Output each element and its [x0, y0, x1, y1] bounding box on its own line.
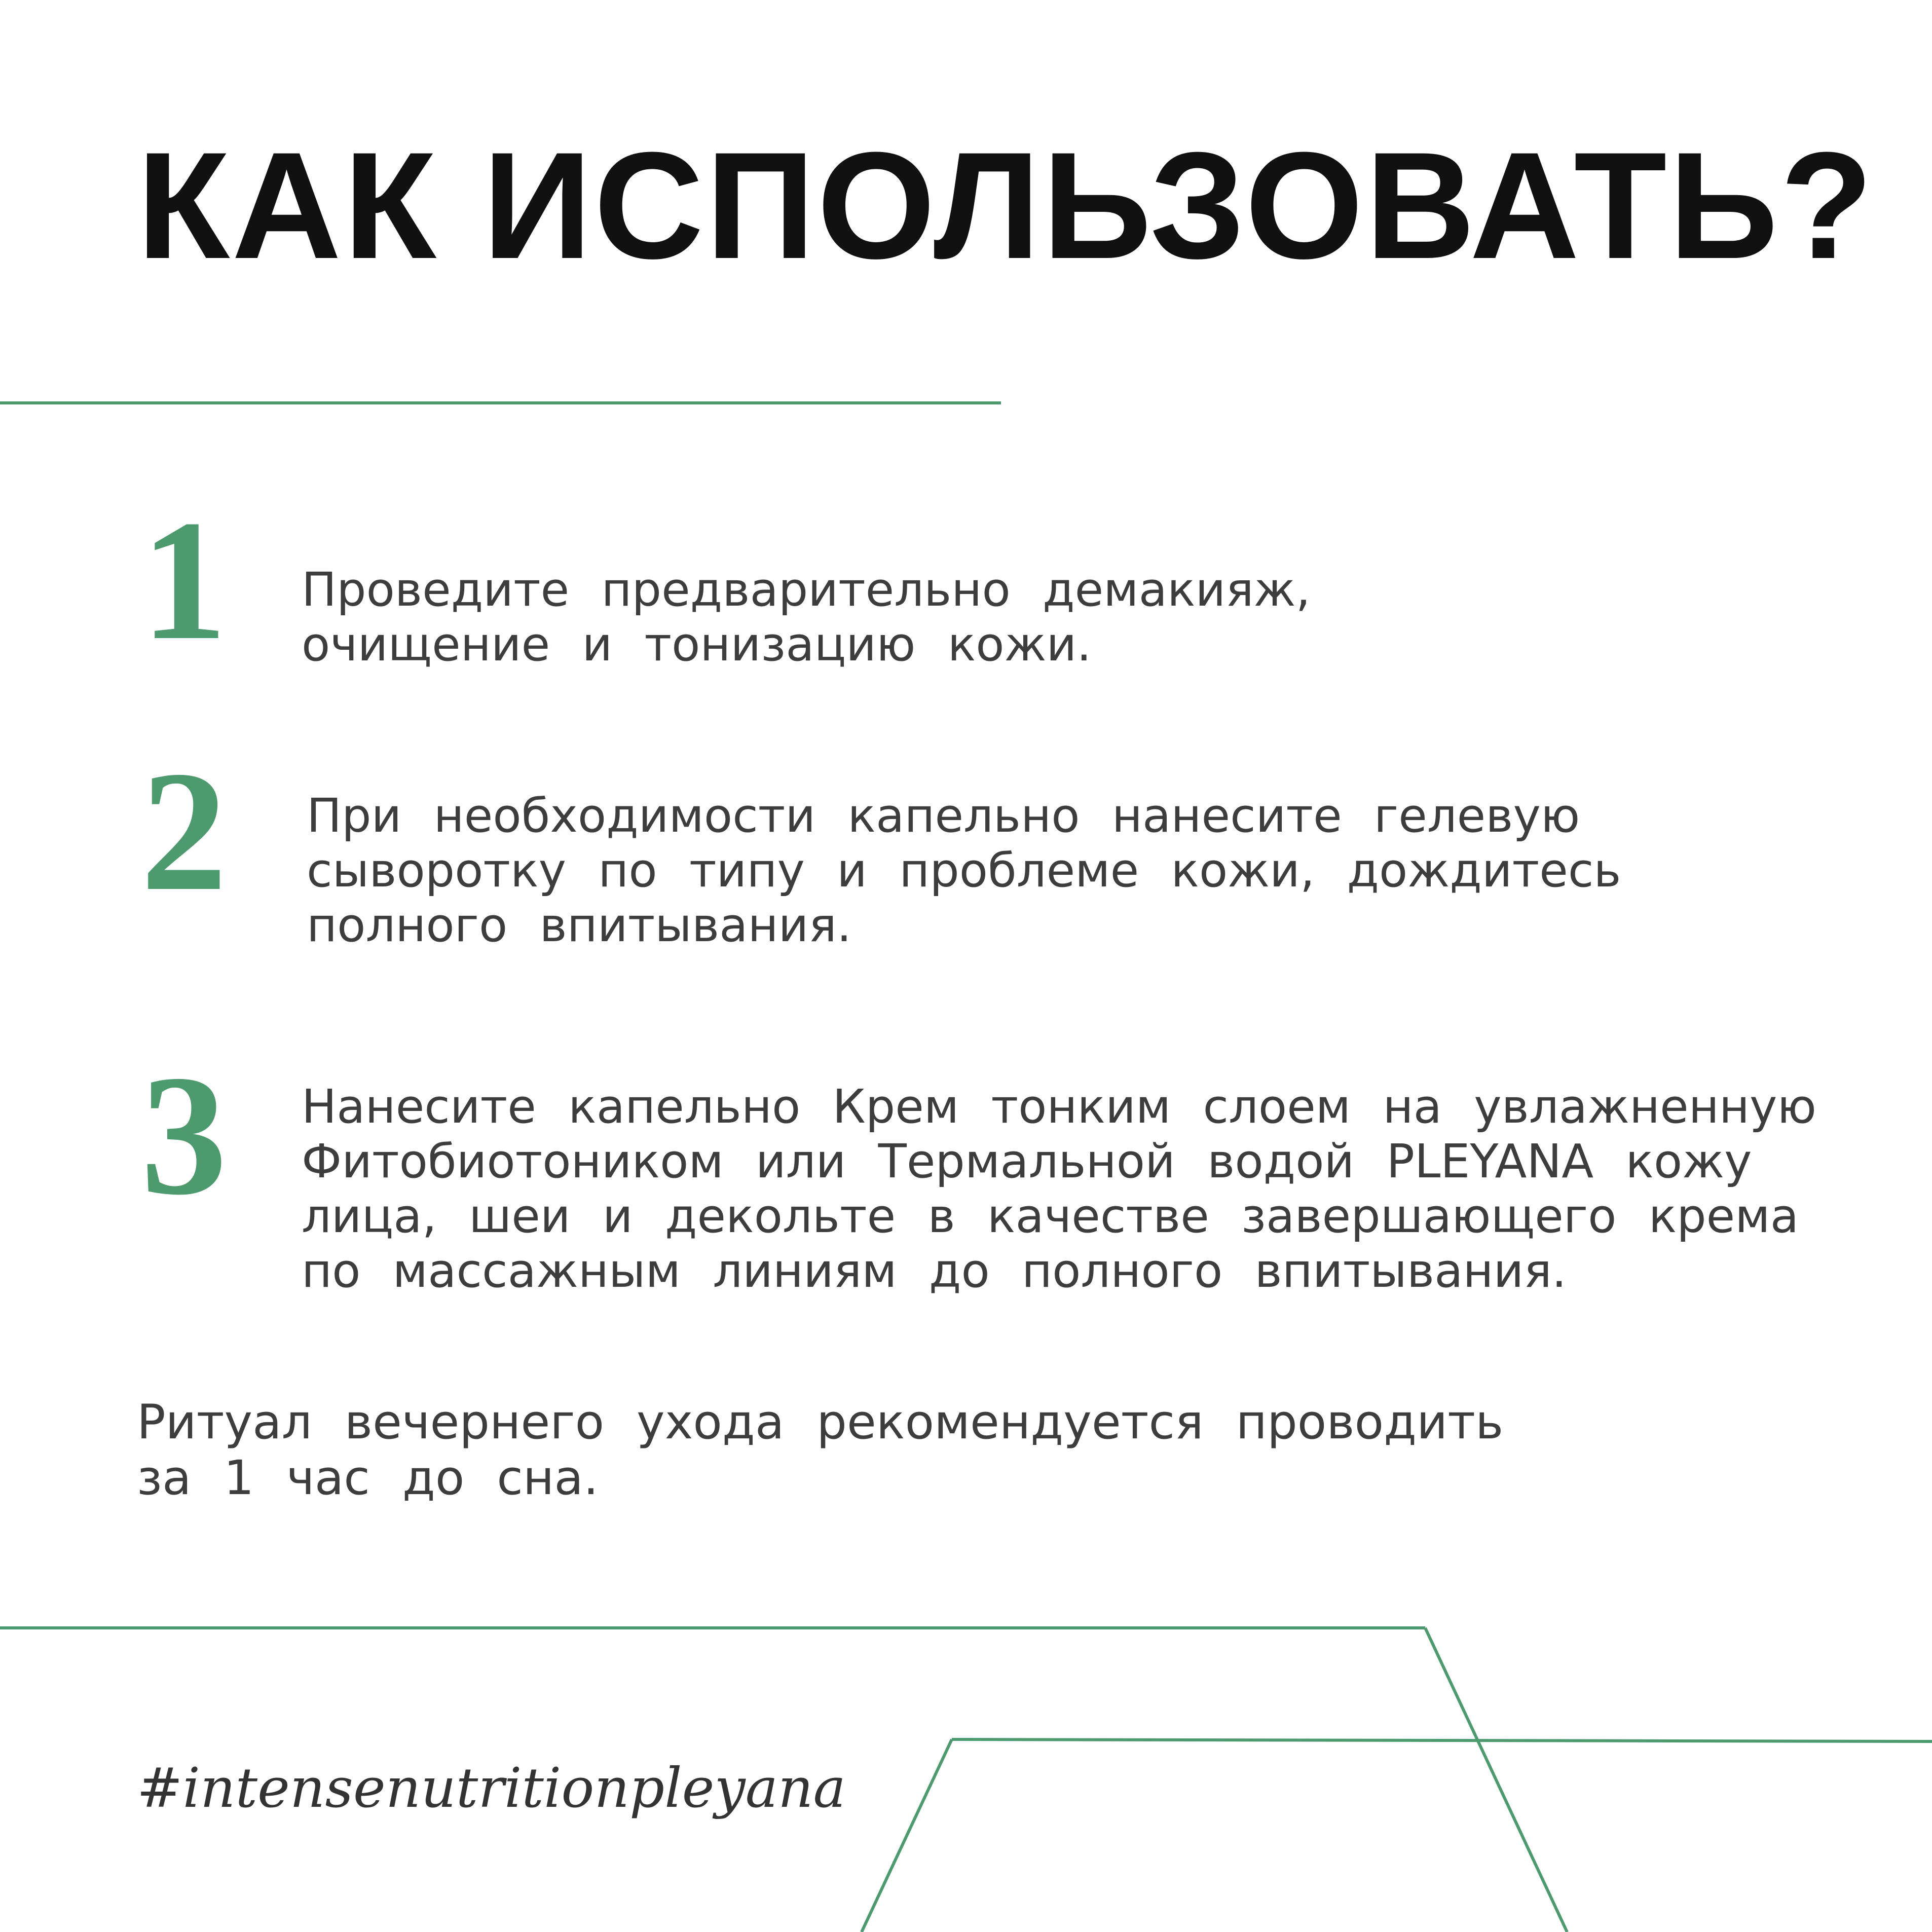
step-1-text [302, 563, 1311, 672]
step-3-line-3: лица, шеи и декольте в качестве завершающего крема [302, 1189, 1799, 1243]
step-3-line-1: Нанесите капельно Крем тонким слоем на увлажненную [302, 1080, 1816, 1134]
step-3-line-4: по массажным линиям до полного впитывания. [302, 1244, 1567, 1298]
diagonal-line-right [1425, 1628, 1567, 1932]
page-title: КАК ИСПОЛЬЗОВАТЬ? [137, 120, 1875, 290]
step-3-text [302, 1080, 1816, 1298]
step-3-number: 3 [141, 1039, 227, 1231]
step-2-line-3: полного впитывания. [307, 898, 852, 952]
upper-trapezoid-edge [952, 1739, 1932, 1741]
step-2-number: 2 [141, 735, 227, 926]
ritual-note-line-1: Ритуал вечернего ухода рекомендуется проводить [137, 1395, 1504, 1450]
step-1-number: 1 [141, 485, 227, 676]
step-2-text [307, 789, 1621, 953]
diagonal-line-left [862, 1739, 952, 1932]
ritual-note [137, 1395, 1503, 1506]
ritual-note-line-2: за 1 час до сна. [137, 1451, 599, 1506]
step-2-line-2: сыворотку по типу и проблеме кожи, дождитесь [307, 843, 1621, 898]
step-1-line-1: Проведите предварительно демакияж, [302, 563, 1311, 617]
step-3-line-2: Фитобиотоником или Термальной водой PLEYANA кожу [302, 1134, 1752, 1188]
step-2-line-1: При необходимости капельно нанесите гелевую [307, 789, 1580, 843]
hashtag: #intensenutritionpleyana [137, 1757, 846, 1820]
step-1-line-2: очищение и тонизацию кожи. [302, 617, 1092, 672]
